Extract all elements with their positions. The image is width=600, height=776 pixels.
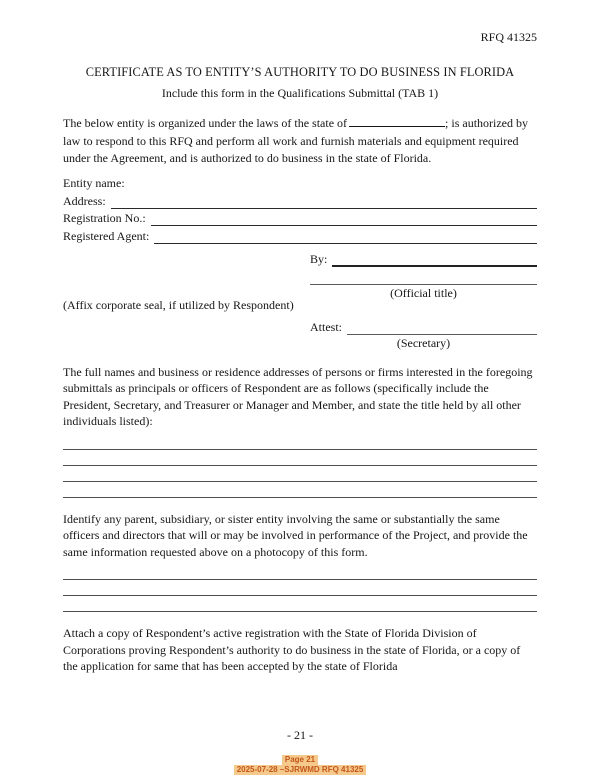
registered-agent-blank-line <box>154 242 537 244</box>
entity-fields <box>63 174 537 244</box>
blank-line <box>63 596 537 612</box>
form-title: CERTIFICATE AS TO ENTITY’S AUTHORITY TO DO BUSINESS IN FLORIDA <box>85 65 515 79</box>
by-field <box>310 252 537 267</box>
address-field <box>63 191 537 209</box>
principals-blank-lines <box>63 434 537 498</box>
intro-paragraph <box>63 114 537 168</box>
registered-agent-label: Registered Agent: <box>63 228 150 243</box>
signature-right-column <box>310 252 537 351</box>
signature-block <box>63 252 537 351</box>
intro-text-after: ; is authorized by law to respond to this RFQ and perform all work and furnish materials and equipment required under the Agreement, and is authorized to do business in the state of Florida. <box>63 116 529 165</box>
page-number: - 21 - <box>287 728 313 742</box>
by-label: By: <box>310 251 328 266</box>
registration-no-label: Registration No.: <box>63 211 146 225</box>
blank-line <box>63 466 537 482</box>
address-blank-line <box>111 207 537 209</box>
stamp-page-label: Page 21 <box>282 755 318 765</box>
registration-no-field <box>63 209 537 227</box>
blank-line <box>63 564 537 580</box>
blank-line <box>63 482 537 498</box>
blank-line <box>63 434 537 450</box>
attest-signature-line <box>347 333 537 335</box>
form-subtitle: Include this form in the Qualifications Submittal (TAB 1) <box>161 86 439 100</box>
by-signature-line <box>332 264 537 267</box>
registration-no-blank-line <box>151 224 537 226</box>
stamp-date-rfq-label: 2025-07-28 –SJRWMD RFQ 41325 <box>234 765 367 775</box>
secretary-caption: (Secretary) <box>396 335 451 350</box>
footer-stamp <box>0 755 600 775</box>
attest-field <box>310 320 537 335</box>
related-entities-paragraph: Identify any parent, subsidiary, or sister entity involving the same or substantially the same officers and directors that will or may be involved in performance of the Project, and provide the same information requested above on a photocopy of this form. <box>63 511 528 559</box>
entity-name-label: Entity name: <box>63 176 125 190</box>
blank-line <box>63 450 537 466</box>
registered-agent-field <box>63 226 537 244</box>
state-blank-line <box>349 114 445 127</box>
signature-left-column <box>63 252 310 351</box>
related-entities-blank-lines <box>63 564 537 612</box>
address-label: Address: <box>63 193 106 208</box>
intro-text-before: The below entity is organized under the laws of the state of <box>63 116 348 130</box>
corporate-seal-note: (Affix corporate seal, if utilized by Respondent) <box>63 297 294 312</box>
rfq-number: RFQ 41325 <box>480 30 537 44</box>
official-title-line <box>310 284 537 285</box>
entity-name-field <box>63 174 537 192</box>
attachment-paragraph: Attach a copy of Respondent’s active registration with the State of Florida Division of Corporations proving Respondent’s authority to do business in the state of Florida, or a copy of the application for same that has been accepted by the state of Florida <box>63 626 521 673</box>
blank-line <box>63 580 537 596</box>
official-title-caption: (Official title) <box>390 285 457 300</box>
attest-label: Attest: <box>310 319 342 334</box>
principals-paragraph: The full names and business or residence addresses of persons or firms interested in the foregoing submittals as principals or officers of Respondent are as follows (specifically include the President, Secretary, and Treasurer or Manager and Member, and state the title held by all other individuals listed): <box>63 364 533 428</box>
